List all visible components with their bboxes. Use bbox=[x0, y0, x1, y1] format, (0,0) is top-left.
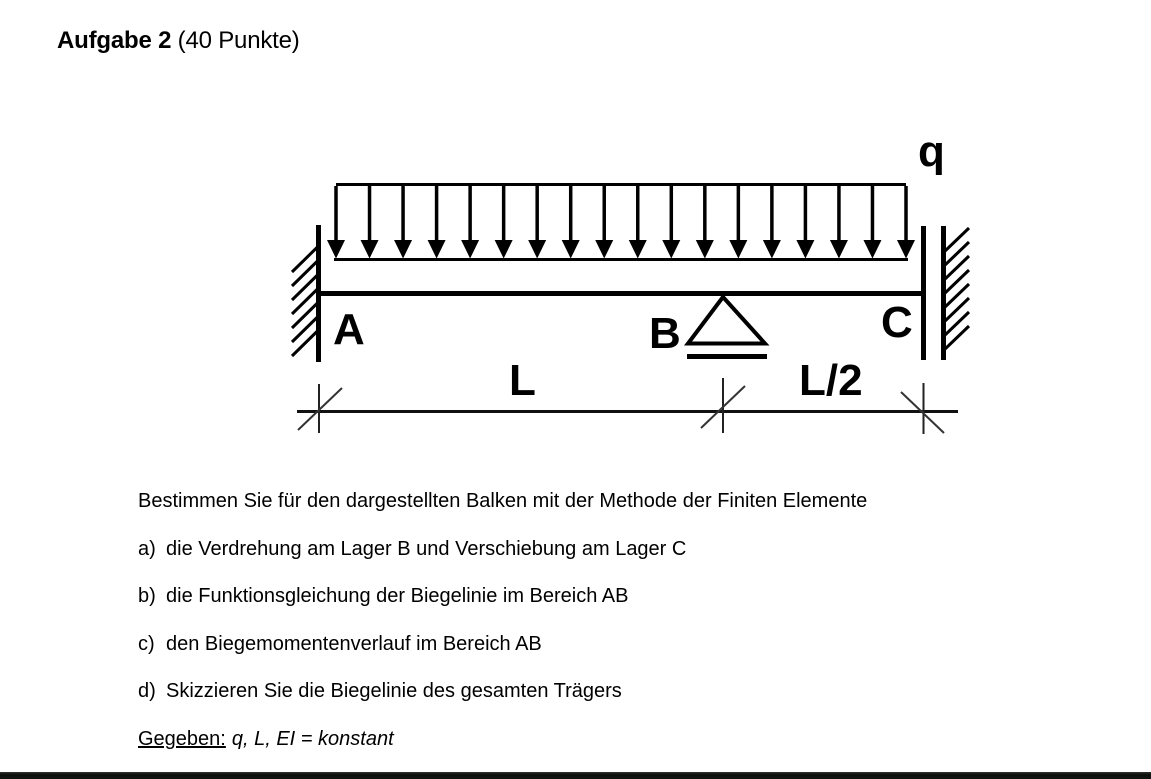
title-points: (40 Punkte) bbox=[171, 27, 300, 54]
given-value: q, L, EI = konstant bbox=[231, 727, 394, 750]
label-node-b: B bbox=[649, 309, 681, 358]
label-dim-bc: L/2 bbox=[799, 356, 863, 405]
dim-tick-c bbox=[901, 383, 944, 434]
label-dim-ab: L bbox=[509, 356, 536, 405]
problem-text bbox=[138, 478, 867, 764]
task-text-c: den Biegemomentenverlauf im Bereich AB bbox=[166, 632, 542, 655]
label-load-q: q bbox=[918, 127, 945, 176]
title-task-number: Aufgabe 2 bbox=[57, 27, 172, 54]
task-text-b: die Funktionsgleichung der Biegelinie im Bereich AB bbox=[166, 585, 629, 608]
dim-tick-a bbox=[298, 384, 342, 433]
task-marker-c: c) bbox=[138, 632, 155, 655]
task-text-a: die Verdrehung am Lager B und Verschiebung am Lager C bbox=[166, 537, 687, 560]
task-item-a bbox=[138, 526, 867, 574]
given-line bbox=[138, 716, 867, 764]
problem-intro: Bestimmen Sie für den dargestellten Balken mit der Methode der Finiten Elemente bbox=[138, 490, 868, 512]
bottom-screen-edge bbox=[0, 772, 1151, 779]
label-node-c: C bbox=[881, 298, 913, 347]
task-marker-b: b) bbox=[138, 585, 156, 608]
task-item-d bbox=[138, 668, 867, 716]
given-label: Gegeben: bbox=[138, 727, 226, 750]
task-item-c bbox=[138, 621, 867, 669]
task-item-b bbox=[138, 573, 867, 621]
dim-tick-b bbox=[701, 378, 745, 433]
label-node-a: A bbox=[333, 305, 365, 354]
task-marker-d: d) bbox=[138, 680, 156, 703]
task-marker-a: a) bbox=[138, 537, 156, 560]
roller-support-triangle bbox=[688, 297, 765, 344]
right-wall-hatch bbox=[944, 228, 969, 350]
task-text-d: Skizzieren Sie die Biegelinie des gesamten Trägers bbox=[166, 680, 622, 703]
load-arrows bbox=[327, 186, 915, 259]
left-wall-hatch bbox=[292, 246, 319, 356]
